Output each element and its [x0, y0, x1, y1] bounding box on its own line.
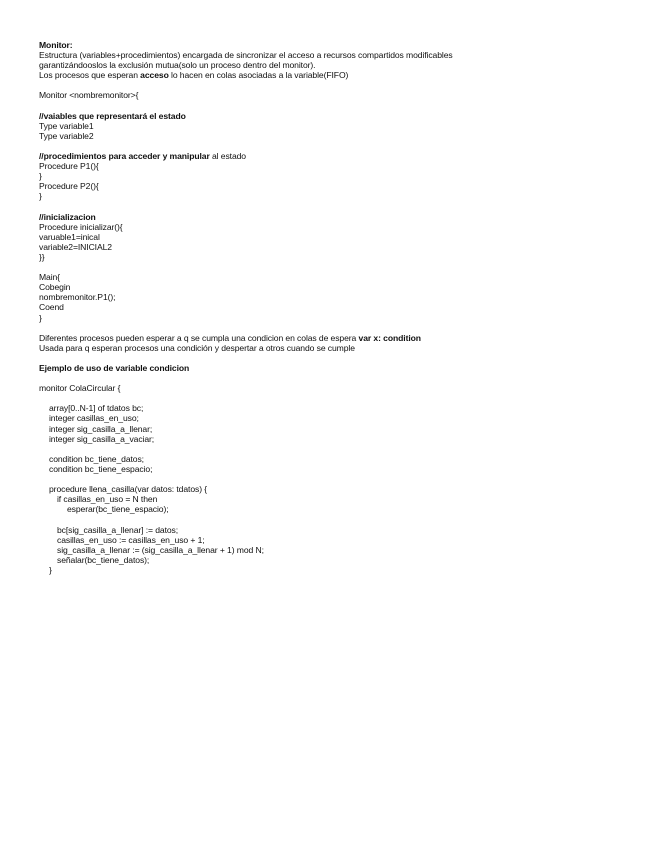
code-line: integer casillas_en_uso;: [49, 413, 139, 424]
condition-text: Usada para q esperan procesos una condición y despertar a otros cuando se cumple: [39, 342, 355, 353]
example-monitor-declaration: monitor ColaCircular {: [39, 383, 121, 394]
code-line: procedure llena_casilla(var datos: tdatos) {: [49, 484, 208, 495]
code-line: }: [39, 171, 42, 182]
condition-text: Diferentes procesos pueden esperar a q se cumpla una condicion en colas de espera var x: condition: [39, 332, 421, 343]
code-line: Procedure P1(){: [39, 161, 99, 172]
code-line: }}: [39, 251, 45, 262]
section-title: Monitor:: [39, 40, 73, 50]
code-line: casillas_en_uso := casillas_en_uso + 1;: [57, 534, 205, 545]
code-line: integer sig_casilla_a_vaciar;: [49, 433, 155, 444]
code-line: señalar(bc_tiene_datos);: [57, 554, 150, 565]
code-line: bc[sig_casilla_a_llenar] := datos;: [57, 524, 179, 535]
code-line: Coend: [39, 302, 64, 313]
code-line: integer sig_casilla_a_llenar;: [49, 423, 153, 434]
code-line: Type variable2: [39, 130, 94, 141]
intro-line: Los procesos que esperan acceso lo hacen en colas asociadas a la variable(FIFO): [39, 70, 349, 81]
intro-line: Estructura (variables+procedimientos) encargada de sincronizar el acceso a recursos compartidos modificables: [39, 50, 453, 61]
monitor-declaration: Monitor <nombremonitor>{: [39, 90, 139, 101]
code-line: Main{: [39, 272, 60, 283]
code-line: variable2=INICIAL2: [39, 241, 112, 252]
code-line: }: [39, 312, 42, 323]
code-line: condition bc_tiene_datos;: [49, 453, 144, 464]
code-line: sig_casilla_a_llenar := (sig_casilla_a_llenar + 1) mod N;: [57, 544, 264, 555]
procedures-heading: //procedimientos para acceder y manipular al estado: [39, 151, 246, 162]
code-line: esperar(bc_tiene_espacio);: [67, 504, 169, 515]
example-heading: Ejemplo de uso de variable condicion: [39, 363, 190, 373]
code-line: varuable1=inical: [39, 231, 100, 242]
state-heading: //vaiables que representará el estado: [39, 110, 186, 121]
code-line: if casillas_en_uso = N then: [57, 494, 158, 505]
code-line: Procedure inicializar(){: [39, 221, 123, 232]
code-line: array[0..N-1] of tdatos bc;: [49, 403, 144, 414]
code-line: }: [49, 564, 52, 575]
code-line: Procedure P2(){: [39, 181, 99, 192]
intro-line: garantizándooslos la exclusión mutua(solo un proceso dentro del monitor).: [39, 60, 316, 71]
code-line: condition bc_tiene_espacio;: [49, 463, 153, 474]
code-line: Type variable1: [39, 120, 94, 131]
code-line: Cobegin: [39, 282, 71, 293]
code-line: }: [39, 191, 42, 202]
code-line: nombremonitor.P1();: [39, 292, 116, 303]
init-heading: //inicializacion: [39, 211, 96, 222]
